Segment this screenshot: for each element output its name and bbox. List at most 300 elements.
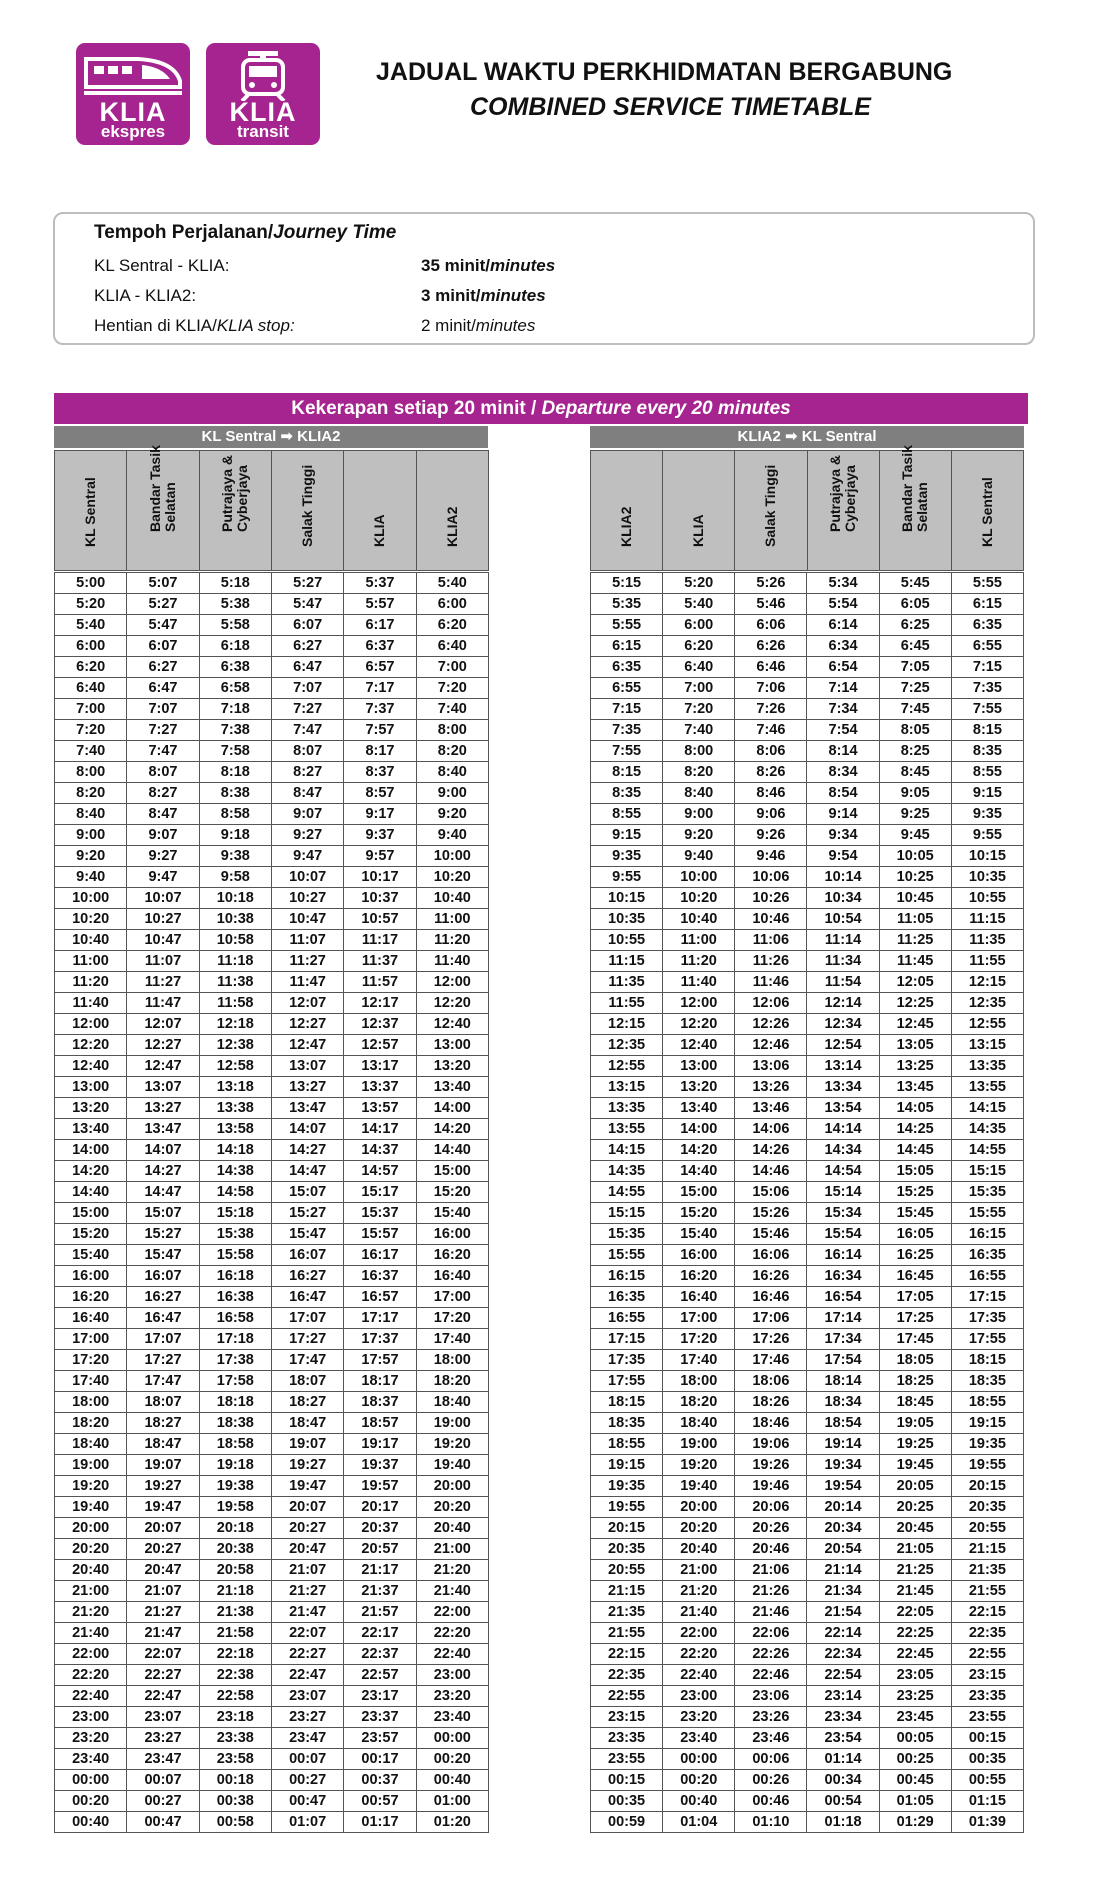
time-cell: 19:58 (199, 1497, 271, 1518)
time-cell: 7:20 (416, 678, 488, 699)
time-cell: 14:45 (879, 1140, 951, 1161)
time-cell: 18:38 (199, 1413, 271, 1434)
journey-label: Hentian di KLIA/KLIA stop: (94, 316, 295, 335)
time-cell: 12:37 (344, 1014, 416, 1035)
table-row (55, 1434, 489, 1455)
time-cell: 7:27 (127, 720, 199, 741)
time-cell: 18:55 (951, 1392, 1023, 1413)
time-cell: 19:07 (127, 1455, 199, 1476)
time-cell: 19:00 (55, 1455, 127, 1476)
time-cell: 22:54 (807, 1665, 879, 1686)
time-cell: 21:15 (951, 1539, 1023, 1560)
journey-label: KLIA - KLIA2: (94, 286, 197, 305)
column-header-line: Putrajaya & (827, 454, 844, 532)
time-cell: 12:06 (735, 993, 807, 1014)
time-cell: 17:07 (127, 1329, 199, 1350)
time-cell: 14:47 (271, 1161, 343, 1182)
time-cell: 5:27 (271, 573, 343, 594)
time-cell: 9:37 (344, 825, 416, 846)
time-cell: 10:14 (807, 867, 879, 888)
time-cell: 17:20 (55, 1350, 127, 1371)
time-cell: 20:46 (735, 1539, 807, 1560)
time-cell: 00:15 (951, 1728, 1023, 1749)
table-row (55, 846, 489, 867)
time-cell: 7:17 (344, 678, 416, 699)
time-cell: 10:06 (735, 867, 807, 888)
table-row (55, 1203, 489, 1224)
column-headers-left (54, 445, 489, 571)
time-cell: 18:27 (127, 1413, 199, 1434)
time-cell: 11:55 (591, 993, 663, 1014)
time-cell: 22:34 (807, 1644, 879, 1665)
column-header-line: Putrajaya & (219, 454, 236, 532)
column-header-label (83, 442, 98, 547)
time-cell: 13:35 (951, 1056, 1023, 1077)
table-row (55, 1455, 489, 1476)
time-cell: 9:18 (199, 825, 271, 846)
time-cell: 18:18 (199, 1392, 271, 1413)
time-cell: 5:46 (735, 594, 807, 615)
time-cell: 10:00 (663, 867, 735, 888)
time-cell: 18:20 (416, 1371, 488, 1392)
table-row (591, 1203, 1024, 1224)
time-cell: 15:55 (951, 1203, 1023, 1224)
time-cell: 10:27 (271, 888, 343, 909)
time-cell: 16:40 (663, 1287, 735, 1308)
time-cell: 9:06 (735, 804, 807, 825)
time-cell: 19:45 (879, 1455, 951, 1476)
time-cell: 6:55 (951, 636, 1023, 657)
time-cell: 16:26 (735, 1266, 807, 1287)
column-header-label (900, 427, 930, 532)
time-cell: 15:54 (807, 1224, 879, 1245)
time-cell: 21:18 (199, 1581, 271, 1602)
time-cell: 16:46 (735, 1287, 807, 1308)
time-cell: 22:55 (591, 1686, 663, 1707)
time-cell: 9:07 (127, 825, 199, 846)
time-cell: 20:35 (951, 1497, 1023, 1518)
time-cell: 19:34 (807, 1455, 879, 1476)
time-cell: 8:05 (879, 720, 951, 741)
time-cell: 22:00 (55, 1644, 127, 1665)
time-cell: 17:00 (663, 1308, 735, 1329)
time-cell: 8:54 (807, 783, 879, 804)
column-header (735, 451, 807, 570)
column-header (272, 451, 344, 570)
table-row (55, 1014, 489, 1035)
time-cell: 16:18 (199, 1266, 271, 1287)
journey-value: 3 minit/minutes (421, 286, 546, 305)
time-cell: 10:40 (55, 930, 127, 951)
time-cell: 14:47 (127, 1182, 199, 1203)
table-row (591, 1161, 1024, 1182)
time-cell: 8:40 (55, 804, 127, 825)
time-cell: 00:27 (271, 1770, 343, 1791)
table-row (55, 1245, 489, 1266)
time-cell: 21:27 (271, 1581, 343, 1602)
time-cell: 20:47 (271, 1539, 343, 1560)
time-cell: 16:57 (344, 1287, 416, 1308)
time-cell: 11:57 (344, 972, 416, 993)
time-cell: 5:27 (127, 594, 199, 615)
time-cell: 12:00 (663, 993, 735, 1014)
time-cell: 12:47 (271, 1035, 343, 1056)
timetable-klia2-to-kl-sentral (590, 572, 1024, 1833)
time-cell: 13:40 (663, 1098, 735, 1119)
time-cell: 10:35 (591, 909, 663, 930)
table-row (55, 1623, 489, 1644)
time-cell: 15:00 (416, 1161, 488, 1182)
time-cell: 8:40 (416, 762, 488, 783)
time-cell: 10:38 (199, 909, 271, 930)
time-cell: 00:00 (55, 1770, 127, 1791)
time-cell: 22:27 (271, 1644, 343, 1665)
time-cell: 8:46 (735, 783, 807, 804)
table-row (591, 1224, 1024, 1245)
time-cell: 17:18 (199, 1329, 271, 1350)
table-row (591, 1119, 1024, 1140)
time-cell: 20:38 (199, 1539, 271, 1560)
time-cell: 21:14 (807, 1560, 879, 1581)
time-cell: 11:27 (271, 951, 343, 972)
time-cell: 17:34 (807, 1329, 879, 1350)
table-row (591, 657, 1024, 678)
time-cell: 14:15 (951, 1098, 1023, 1119)
time-cell: 10:07 (127, 888, 199, 909)
journey-value: 2 minit/minutes (421, 316, 536, 335)
time-cell: 15:25 (879, 1182, 951, 1203)
time-cell: 6:57 (344, 657, 416, 678)
time-cell: 14:40 (663, 1161, 735, 1182)
table-row (55, 1308, 489, 1329)
time-cell: 23:54 (807, 1728, 879, 1749)
table-row (55, 804, 489, 825)
time-cell: 10:17 (344, 867, 416, 888)
time-cell: 10:57 (344, 909, 416, 930)
time-cell: 9:15 (951, 783, 1023, 804)
time-cell: 12:47 (127, 1056, 199, 1077)
time-cell: 21:00 (663, 1560, 735, 1581)
time-cell: 8:35 (591, 783, 663, 804)
time-cell: 9:40 (416, 825, 488, 846)
time-cell: 20:55 (951, 1518, 1023, 1539)
time-cell: 18:40 (663, 1413, 735, 1434)
time-cell: 6:40 (663, 657, 735, 678)
time-cell: 19:40 (663, 1476, 735, 1497)
time-cell: 17:58 (199, 1371, 271, 1392)
time-cell: 12:25 (879, 993, 951, 1014)
table-row (55, 1581, 489, 1602)
table-row (55, 1686, 489, 1707)
column-header (55, 451, 127, 570)
time-cell: 7:35 (951, 678, 1023, 699)
time-cell: 8:58 (199, 804, 271, 825)
time-cell: 23:20 (416, 1686, 488, 1707)
time-cell: 10:34 (807, 888, 879, 909)
time-cell: 9:40 (55, 867, 127, 888)
table-row (591, 846, 1024, 867)
time-cell: 00:15 (591, 1770, 663, 1791)
time-cell: 13:55 (591, 1119, 663, 1140)
time-cell: 8:20 (416, 741, 488, 762)
time-cell: 23:57 (344, 1728, 416, 1749)
time-cell: 9:25 (879, 804, 951, 825)
time-cell: 12:07 (271, 993, 343, 1014)
time-cell: 15:47 (271, 1224, 343, 1245)
time-cell: 14:07 (271, 1119, 343, 1140)
logo-transit-sub-text: transit (237, 122, 289, 141)
time-cell: 17:05 (879, 1287, 951, 1308)
time-cell: 17:00 (416, 1287, 488, 1308)
time-cell: 19:46 (735, 1476, 807, 1497)
time-cell: 16:55 (591, 1308, 663, 1329)
table-row (591, 1497, 1024, 1518)
time-cell: 6:45 (879, 636, 951, 657)
time-cell: 21:05 (879, 1539, 951, 1560)
time-cell: 21:35 (951, 1560, 1023, 1581)
time-cell: 16:37 (344, 1266, 416, 1287)
time-cell: 6:00 (663, 615, 735, 636)
time-cell: 11:27 (127, 972, 199, 993)
table-row (55, 1665, 489, 1686)
time-cell: 00:18 (199, 1770, 271, 1791)
time-cell: 5:20 (55, 594, 127, 615)
time-cell: 11:35 (951, 930, 1023, 951)
time-cell: 15:18 (199, 1203, 271, 1224)
time-cell: 15:15 (951, 1161, 1023, 1182)
time-cell: 12:40 (663, 1035, 735, 1056)
time-cell: 6:58 (199, 678, 271, 699)
time-cell: 15:45 (879, 1203, 951, 1224)
time-cell: 18:47 (271, 1413, 343, 1434)
time-cell: 10:18 (199, 888, 271, 909)
time-cell: 12:58 (199, 1056, 271, 1077)
table-row (591, 1539, 1024, 1560)
time-cell: 23:58 (199, 1749, 271, 1770)
time-cell: 13:15 (591, 1077, 663, 1098)
time-cell: 01:04 (663, 1812, 735, 1833)
time-cell: 00:27 (127, 1791, 199, 1812)
time-cell: 23:27 (127, 1728, 199, 1749)
table-row (55, 1791, 489, 1812)
time-cell: 16:17 (344, 1245, 416, 1266)
time-cell: 19:26 (735, 1455, 807, 1476)
time-cell: 19:27 (271, 1455, 343, 1476)
time-cell: 14:20 (55, 1161, 127, 1182)
time-cell: 23:14 (807, 1686, 879, 1707)
time-cell: 8:35 (951, 741, 1023, 762)
journey-time-heading: Tempoh Perjalanan/Journey Time (94, 222, 397, 243)
time-cell: 14:20 (663, 1140, 735, 1161)
time-cell: 20:40 (663, 1539, 735, 1560)
time-cell: 01:29 (879, 1812, 951, 1833)
time-cell: 20:45 (879, 1518, 951, 1539)
time-cell: 8:07 (127, 762, 199, 783)
time-cell: 13:14 (807, 1056, 879, 1077)
time-cell: 18:55 (591, 1434, 663, 1455)
table-row (55, 1539, 489, 1560)
time-cell: 13:57 (344, 1098, 416, 1119)
time-cell: 22:00 (663, 1623, 735, 1644)
time-cell: 15:37 (344, 1203, 416, 1224)
table-row (591, 1413, 1024, 1434)
time-cell: 22:27 (127, 1665, 199, 1686)
time-cell: 12:20 (416, 993, 488, 1014)
time-cell: 21:17 (344, 1560, 416, 1581)
frequency-banner: Kekerapan setiap 20 minit / Departure every 20 minutes (54, 393, 1028, 424)
time-cell: 14:00 (416, 1098, 488, 1119)
time-cell: 00:58 (199, 1812, 271, 1833)
time-cell: 21:27 (127, 1602, 199, 1623)
page-title-malay: JADUAL WAKTU PERKHIDMATAN BERGABUNG (376, 58, 953, 86)
time-cell: 16:07 (127, 1266, 199, 1287)
table-row (55, 1098, 489, 1119)
time-cell: 20:00 (55, 1518, 127, 1539)
column-header-line: Salak Tinggi (299, 464, 316, 547)
time-cell: 19:05 (879, 1413, 951, 1434)
time-cell: 6:46 (735, 657, 807, 678)
time-cell: 14:27 (271, 1140, 343, 1161)
time-cell: 15:20 (663, 1203, 735, 1224)
column-header-label (691, 442, 706, 547)
time-cell: 8:45 (879, 762, 951, 783)
time-cell: 10:37 (344, 888, 416, 909)
time-cell: 14:38 (199, 1161, 271, 1182)
time-cell: 11:14 (807, 930, 879, 951)
time-cell: 10:20 (55, 909, 127, 930)
time-cell: 00:47 (271, 1791, 343, 1812)
time-cell: 15:35 (591, 1224, 663, 1245)
logo-ekspres-klia-text: KLIA (99, 97, 167, 127)
time-cell: 11:40 (663, 972, 735, 993)
time-cell: 22:05 (879, 1602, 951, 1623)
column-header-line: Selatan (161, 482, 178, 532)
time-cell: 22:07 (127, 1644, 199, 1665)
time-cell: 12:26 (735, 1014, 807, 1035)
column-header-label (220, 427, 250, 532)
time-cell: 22:46 (735, 1665, 807, 1686)
time-cell: 19:38 (199, 1476, 271, 1497)
time-cell: 00:20 (663, 1770, 735, 1791)
table-row (55, 573, 489, 594)
time-cell: 22:58 (199, 1686, 271, 1707)
time-cell: 12:45 (879, 1014, 951, 1035)
time-cell: 12:17 (344, 993, 416, 1014)
time-cell: 13:20 (663, 1077, 735, 1098)
time-cell: 00:40 (416, 1770, 488, 1791)
journey-time-box (53, 212, 1035, 345)
time-cell: 00:47 (127, 1812, 199, 1833)
time-cell: 9:27 (127, 846, 199, 867)
time-cell: 13:18 (199, 1077, 271, 1098)
time-cell: 01:39 (951, 1812, 1023, 1833)
time-cell: 10:15 (951, 846, 1023, 867)
table-row (591, 1770, 1024, 1791)
table-row (55, 1182, 489, 1203)
time-cell: 9:54 (807, 846, 879, 867)
time-cell: 15:14 (807, 1182, 879, 1203)
time-cell: 6:07 (271, 615, 343, 636)
time-cell: 7:58 (199, 741, 271, 762)
time-cell: 19:15 (951, 1413, 1023, 1434)
time-cell: 17:35 (591, 1350, 663, 1371)
time-cell: 20:20 (55, 1539, 127, 1560)
time-cell: 14:35 (951, 1119, 1023, 1140)
time-cell: 16:27 (127, 1287, 199, 1308)
time-cell: 18:40 (55, 1434, 127, 1455)
time-cell: 16:00 (55, 1266, 127, 1287)
time-cell: 6:40 (55, 678, 127, 699)
time-cell: 11:05 (879, 909, 951, 930)
time-cell: 00:26 (735, 1770, 807, 1791)
time-cell: 00:55 (951, 1770, 1023, 1791)
time-cell: 23:00 (416, 1665, 488, 1686)
time-cell: 5:18 (199, 573, 271, 594)
time-cell: 8:57 (344, 783, 416, 804)
direction-header-to-klia2: KL Sentral ➡ KLIA2 (54, 426, 488, 448)
time-cell: 23:40 (663, 1728, 735, 1749)
time-cell: 17:27 (271, 1329, 343, 1350)
time-cell: 9:35 (951, 804, 1023, 825)
column-header-line: Cyberjaya (234, 465, 251, 532)
time-cell: 13:47 (127, 1119, 199, 1140)
table-row (591, 615, 1024, 636)
time-cell: 13:20 (55, 1098, 127, 1119)
time-cell: 00:00 (663, 1749, 735, 1770)
table-row (591, 573, 1024, 594)
time-cell: 23:00 (55, 1707, 127, 1728)
table-row (591, 699, 1024, 720)
time-cell: 11:40 (416, 951, 488, 972)
table-row (55, 993, 489, 1014)
time-cell: 7:35 (591, 720, 663, 741)
time-cell: 12:20 (663, 1014, 735, 1035)
table-row (591, 867, 1024, 888)
column-header (200, 451, 272, 570)
klia-ekspres-logo (76, 43, 190, 145)
time-cell: 00:35 (951, 1749, 1023, 1770)
time-cell: 17:00 (55, 1329, 127, 1350)
table-row (55, 867, 489, 888)
time-cell: 20:15 (951, 1476, 1023, 1497)
time-cell: 6:37 (344, 636, 416, 657)
time-cell: 8:40 (663, 783, 735, 804)
time-cell: 23:05 (879, 1665, 951, 1686)
time-cell: 23:15 (951, 1665, 1023, 1686)
time-cell: 7:57 (344, 720, 416, 741)
time-cell: 10:46 (735, 909, 807, 930)
time-cell: 19:20 (55, 1476, 127, 1497)
time-cell: 13:07 (127, 1077, 199, 1098)
table-row (591, 1056, 1024, 1077)
time-cell: 22:20 (416, 1623, 488, 1644)
time-cell: 15:40 (55, 1245, 127, 1266)
table-row (591, 636, 1024, 657)
time-cell: 14:34 (807, 1140, 879, 1161)
time-cell: 18:47 (127, 1434, 199, 1455)
direction-header-to-kl-sentral: KLIA2 ➡ KL Sentral (590, 426, 1024, 448)
time-cell: 10:47 (271, 909, 343, 930)
time-cell: 11:00 (663, 930, 735, 951)
time-cell: 00:00 (416, 1728, 488, 1749)
time-cell: 13:34 (807, 1077, 879, 1098)
time-cell: 18:15 (951, 1350, 1023, 1371)
time-cell: 7:47 (127, 741, 199, 762)
time-cell: 21:07 (127, 1581, 199, 1602)
table-row (591, 1182, 1024, 1203)
column-header-label (372, 442, 387, 547)
time-cell: 10:58 (199, 930, 271, 951)
